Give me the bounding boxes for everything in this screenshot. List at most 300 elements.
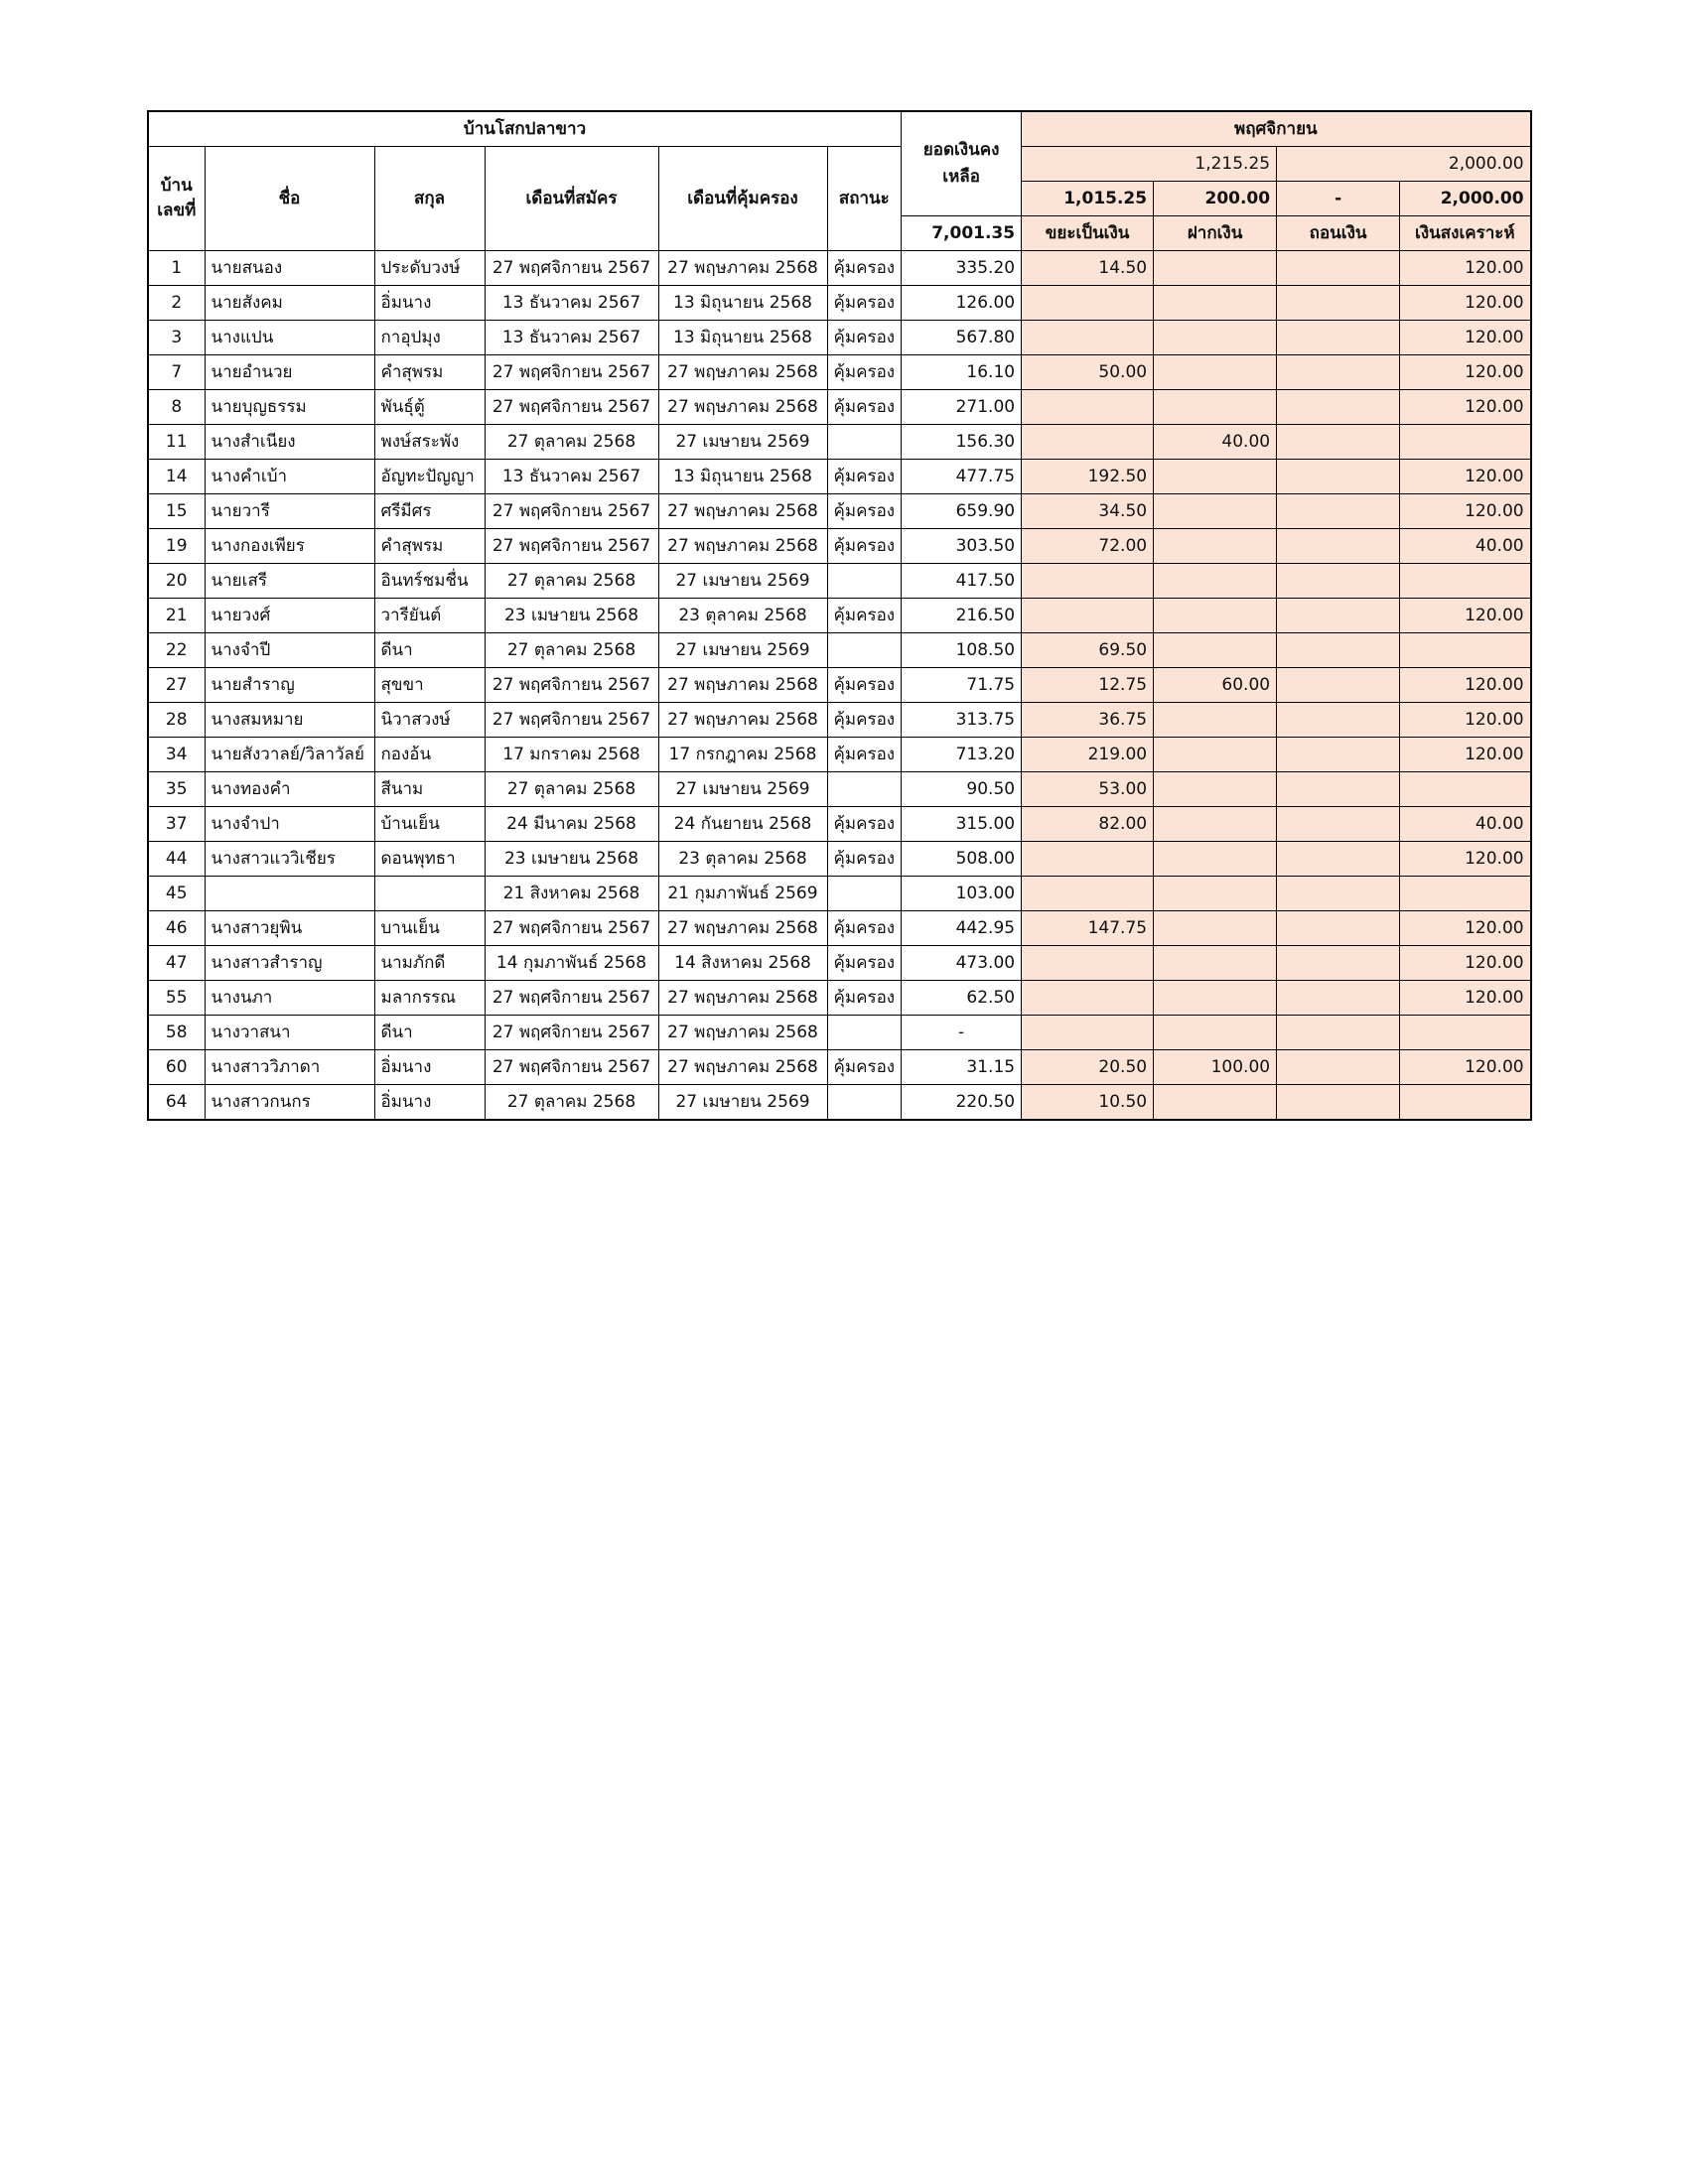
status-cell: คุ้มครอง (827, 946, 902, 981)
house-no-cell: 55 (148, 981, 205, 1016)
covered-cell: 27 พฤษภาคม 2568 (658, 355, 827, 390)
surname-cell: คำสุพรม (374, 529, 485, 564)
welfare-cell: 120.00 (1400, 981, 1531, 1016)
welfare-cell: 120.00 (1400, 251, 1531, 286)
waste-cell: 69.50 (1022, 633, 1154, 668)
covered-cell: 27 เมษายน 2569 (658, 425, 827, 460)
applied-cell: 27 พฤศจิกายน 2567 (485, 390, 658, 425)
house-no-cell: 20 (148, 564, 205, 599)
house-no-cell: 21 (148, 599, 205, 633)
applied-cell: 27 พฤศจิกายน 2567 (485, 1050, 658, 1085)
surname-cell (374, 877, 485, 911)
name-cell: นางสาวยุพิน (205, 911, 374, 946)
name-cell: นางสาวแววิเชียร (205, 842, 374, 877)
name-cell: นางสาววิภาดา (205, 1050, 374, 1085)
applied-cell: 27 พฤศจิกายน 2567 (485, 251, 658, 286)
surname-cell: กาอุปมุง (374, 321, 485, 355)
balance-cell: 271.00 (902, 390, 1022, 425)
name-cell: นางสาวกนกร (205, 1085, 374, 1121)
group-total-2: 2,000.00 (1277, 147, 1531, 182)
surname-cell: อิ่มนาง (374, 286, 485, 321)
status-cell: คุ้มครอง (827, 321, 902, 355)
withdraw-cell (1277, 877, 1400, 911)
name-cell: นายสำราญ (205, 668, 374, 703)
welfare-cell (1400, 772, 1531, 807)
deposit-cell (1154, 251, 1277, 286)
balance-cell: 442.95 (902, 911, 1022, 946)
status-cell (827, 425, 902, 460)
withdraw-cell (1277, 599, 1400, 633)
house-no-cell: 60 (148, 1050, 205, 1085)
withdraw-cell (1277, 911, 1400, 946)
name-cell: นางสมหมาย (205, 703, 374, 738)
status-cell: คุ้มครอง (827, 355, 902, 390)
status-cell (827, 633, 902, 668)
balance-cell: 216.50 (902, 599, 1022, 633)
balance-cell: 126.00 (902, 286, 1022, 321)
applied-cell: 23 เมษายน 2568 (485, 599, 658, 633)
house-no-cell: 27 (148, 668, 205, 703)
waste-cell: 53.00 (1022, 772, 1154, 807)
balance-total: 7,001.35 (902, 216, 1022, 251)
table-row (148, 251, 1531, 286)
name-cell: นางจำปา (205, 807, 374, 842)
deposit-cell (1154, 564, 1277, 599)
house-no-header: บ้านเลขที่ (148, 147, 205, 251)
surname-cell: อิ่มนาง (374, 1050, 485, 1085)
deposit-cell (1154, 355, 1277, 390)
applied-cell: 21 สิงหาคม 2568 (485, 877, 658, 911)
withdraw-cell (1277, 1085, 1400, 1121)
house-no-cell: 28 (148, 703, 205, 738)
name-cell: นางทองคำ (205, 772, 374, 807)
house-no-cell: 2 (148, 286, 205, 321)
withdraw-cell (1277, 981, 1400, 1016)
waste-total: 1,015.25 (1022, 182, 1154, 216)
table-row (148, 390, 1531, 425)
applied-cell: 13 ธันวาคม 2567 (485, 286, 658, 321)
house-no-cell: 14 (148, 460, 205, 494)
status-cell: คุ้มครอง (827, 529, 902, 564)
waste-cell (1022, 877, 1154, 911)
welfare-cell: 120.00 (1400, 738, 1531, 772)
table-row (148, 946, 1531, 981)
surname-cell: นามภักดี (374, 946, 485, 981)
name-cell: นายอำนวย (205, 355, 374, 390)
covered-cell: 27 พฤษภาคม 2568 (658, 251, 827, 286)
deposit-cell (1154, 772, 1277, 807)
withdraw-cell (1277, 772, 1400, 807)
covered-cell: 13 มิถุนายน 2568 (658, 286, 827, 321)
house-no-cell: 37 (148, 807, 205, 842)
name-cell (205, 877, 374, 911)
covered-cell: 27 เมษายน 2569 (658, 633, 827, 668)
status-cell: คุ้มครอง (827, 842, 902, 877)
covered-cell: 27 เมษายน 2569 (658, 1085, 827, 1121)
house-no-cell: 8 (148, 390, 205, 425)
surname-cell: สีนาม (374, 772, 485, 807)
deposit-cell (1154, 321, 1277, 355)
surname-header: สกุล (374, 147, 485, 251)
house-no-cell: 45 (148, 877, 205, 911)
withdraw-cell (1277, 633, 1400, 668)
balance-cell: - (902, 1016, 1022, 1050)
deposit-header: ฝากเงิน (1154, 216, 1277, 251)
withdraw-cell (1277, 668, 1400, 703)
welfare-header: เงินสงเคราะห์ (1400, 216, 1531, 251)
surname-cell: สุขขา (374, 668, 485, 703)
deposit-cell (1154, 390, 1277, 425)
balance-cell: 713.20 (902, 738, 1022, 772)
status-cell: คุ้มครอง (827, 807, 902, 842)
welfare-cell: 120.00 (1400, 321, 1531, 355)
deposit-cell (1154, 286, 1277, 321)
withdraw-cell (1277, 564, 1400, 599)
name-cell: นายสังคม (205, 286, 374, 321)
table-row (148, 1085, 1531, 1121)
deposit-cell (1154, 494, 1277, 529)
deposit-cell: 60.00 (1154, 668, 1277, 703)
deposit-cell (1154, 842, 1277, 877)
balance-cell: 315.00 (902, 807, 1022, 842)
house-no-cell: 1 (148, 251, 205, 286)
group-total-1: 1,215.25 (1022, 147, 1277, 182)
welfare-cell: 120.00 (1400, 286, 1531, 321)
house-no-cell: 15 (148, 494, 205, 529)
table-row (148, 355, 1531, 390)
status-cell: คุ้มครอง (827, 703, 902, 738)
covered-cell: 27 พฤษภาคม 2568 (658, 494, 827, 529)
name-cell: นางจำปี (205, 633, 374, 668)
withdraw-cell (1277, 390, 1400, 425)
status-header: สถานะ (827, 147, 902, 251)
deposit-cell (1154, 946, 1277, 981)
covered-cell: 23 ตุลาคม 2568 (658, 599, 827, 633)
withdraw-total: - (1277, 182, 1400, 216)
covered-cell: 27 พฤษภาคม 2568 (658, 1050, 827, 1085)
table-row (148, 981, 1531, 1016)
welfare-total: 2,000.00 (1400, 182, 1531, 216)
waste-cell: 36.75 (1022, 703, 1154, 738)
surname-cell: พงษ์สระพัง (374, 425, 485, 460)
welfare-cell: 40.00 (1400, 807, 1531, 842)
covered-cell: 27 พฤษภาคม 2568 (658, 1016, 827, 1050)
deposit-cell (1154, 529, 1277, 564)
status-cell: คุ้มครอง (827, 668, 902, 703)
covered-cell: 21 กุมภาพันธ์ 2569 (658, 877, 827, 911)
balance-cell: 567.80 (902, 321, 1022, 355)
covered-cell: 27 พฤษภาคม 2568 (658, 668, 827, 703)
table-row (148, 321, 1531, 355)
house-no-cell: 35 (148, 772, 205, 807)
waste-header: ขยะเป็นเงิน (1022, 216, 1154, 251)
applied-cell: 27 พฤศจิกายน 2567 (485, 911, 658, 946)
balance-cell: 103.00 (902, 877, 1022, 911)
covered-cell: 27 พฤษภาคม 2568 (658, 390, 827, 425)
header-row-2 (148, 147, 1531, 182)
withdraw-cell (1277, 286, 1400, 321)
sheet-title: บ้านโสกปลาขาว (148, 111, 902, 147)
surname-cell: วารียันต์ (374, 599, 485, 633)
waste-cell: 14.50 (1022, 251, 1154, 286)
withdraw-cell (1277, 355, 1400, 390)
applied-cell: 23 เมษายน 2568 (485, 842, 658, 877)
welfare-cell: 120.00 (1400, 842, 1531, 877)
waste-cell (1022, 946, 1154, 981)
status-cell: คุ้มครอง (827, 460, 902, 494)
applied-cell: 27 พฤศจิกายน 2567 (485, 529, 658, 564)
house-no-cell: 44 (148, 842, 205, 877)
status-cell: คุ้มครอง (827, 390, 902, 425)
table-row (148, 494, 1531, 529)
house-no-cell: 58 (148, 1016, 205, 1050)
covered-cell: 27 เมษายน 2569 (658, 564, 827, 599)
withdraw-cell (1277, 1016, 1400, 1050)
balance-cell: 156.30 (902, 425, 1022, 460)
waste-cell: 82.00 (1022, 807, 1154, 842)
house-no-cell: 19 (148, 529, 205, 564)
applied-cell: 27 ตุลาคม 2568 (485, 633, 658, 668)
deposit-cell: 100.00 (1154, 1050, 1277, 1085)
withdraw-cell (1277, 703, 1400, 738)
waste-cell (1022, 321, 1154, 355)
deposit-cell (1154, 703, 1277, 738)
covered-cell: 17 กรกฎาคม 2568 (658, 738, 827, 772)
surname-cell: บ้านเย็น (374, 807, 485, 842)
waste-cell (1022, 599, 1154, 633)
covered-cell: 13 มิถุนายน 2568 (658, 460, 827, 494)
surname-cell: ประดับวงษ์ (374, 251, 485, 286)
surname-cell: นิวาสวงษ์ (374, 703, 485, 738)
month-covered-header: เดือนที่คุ้มครอง (658, 147, 827, 251)
house-no-cell: 22 (148, 633, 205, 668)
table-row (148, 772, 1531, 807)
house-no-cell: 46 (148, 911, 205, 946)
deposit-cell (1154, 599, 1277, 633)
surname-cell: ดีนา (374, 633, 485, 668)
balance-cell: 313.75 (902, 703, 1022, 738)
house-no-cell: 7 (148, 355, 205, 390)
deposit-cell: 40.00 (1154, 425, 1277, 460)
name-cell: นางนภา (205, 981, 374, 1016)
waste-cell (1022, 1016, 1154, 1050)
deposit-cell (1154, 911, 1277, 946)
name-cell: นายเสรี (205, 564, 374, 599)
status-cell: คุ้มครอง (827, 494, 902, 529)
withdraw-cell (1277, 494, 1400, 529)
house-no-cell: 64 (148, 1085, 205, 1121)
deposit-cell (1154, 460, 1277, 494)
applied-cell: 27 พฤศจิกายน 2567 (485, 355, 658, 390)
surname-cell: คำสุพรม (374, 355, 485, 390)
balance-cell: 303.50 (902, 529, 1022, 564)
balance-cell: 71.75 (902, 668, 1022, 703)
balance-cell: 62.50 (902, 981, 1022, 1016)
table-row (148, 425, 1531, 460)
deposit-cell (1154, 877, 1277, 911)
welfare-cell: 120.00 (1400, 599, 1531, 633)
covered-cell: 23 ตุลาคม 2568 (658, 842, 827, 877)
name-cell: นายสังวาลย์/วิลาวัลย์ (205, 738, 374, 772)
welfare-cell: 120.00 (1400, 946, 1531, 981)
balance-cell: 220.50 (902, 1085, 1022, 1121)
withdraw-cell (1277, 738, 1400, 772)
status-cell: คุ้มครอง (827, 911, 902, 946)
name-cell: นายวงศ์ (205, 599, 374, 633)
month-title: พฤศจิกายน (1022, 111, 1531, 147)
status-cell: คุ้มครอง (827, 1050, 902, 1085)
applied-cell: 17 มกราคม 2568 (485, 738, 658, 772)
table-row (148, 286, 1531, 321)
table-row (148, 564, 1531, 599)
deposit-cell (1154, 738, 1277, 772)
applied-cell: 27 พฤศจิกายน 2567 (485, 668, 658, 703)
name-cell: นายวารี (205, 494, 374, 529)
name-header: ชื่อ (205, 147, 374, 251)
balance-cell: 659.90 (902, 494, 1022, 529)
table-row (148, 633, 1531, 668)
balance-cell: 335.20 (902, 251, 1022, 286)
applied-cell: 27 พฤศจิกายน 2567 (485, 1016, 658, 1050)
waste-cell: 192.50 (1022, 460, 1154, 494)
surname-cell: ศรีมีศร (374, 494, 485, 529)
waste-cell (1022, 564, 1154, 599)
header-row-1 (148, 111, 1531, 147)
table-row (148, 1016, 1531, 1050)
covered-cell: 13 มิถุนายน 2568 (658, 321, 827, 355)
welfare-cell: 40.00 (1400, 529, 1531, 564)
welfare-cell (1400, 425, 1531, 460)
withdraw-cell (1277, 807, 1400, 842)
welfare-cell (1400, 1016, 1531, 1050)
applied-cell: 27 พฤศจิกายน 2567 (485, 981, 658, 1016)
name-cell: นางแปน (205, 321, 374, 355)
applied-cell: 27 พฤศจิกายน 2567 (485, 494, 658, 529)
surname-cell: กองอ้น (374, 738, 485, 772)
balance-cell: 417.50 (902, 564, 1022, 599)
applied-cell: 24 มีนาคม 2568 (485, 807, 658, 842)
applied-cell: 27 ตุลาคม 2568 (485, 564, 658, 599)
welfare-cell: 120.00 (1400, 911, 1531, 946)
name-cell: นายบุญธรรม (205, 390, 374, 425)
welfare-cell: 120.00 (1400, 494, 1531, 529)
waste-cell: 219.00 (1022, 738, 1154, 772)
table-row (148, 668, 1531, 703)
status-cell (827, 877, 902, 911)
balance-cell: 108.50 (902, 633, 1022, 668)
balance-cell: 477.75 (902, 460, 1022, 494)
name-cell: นางสาวสำราญ (205, 946, 374, 981)
table-row (148, 842, 1531, 877)
covered-cell: 24 กันยายน 2568 (658, 807, 827, 842)
balance-cell: 90.50 (902, 772, 1022, 807)
surname-cell: พันธุ์ตู้ (374, 390, 485, 425)
welfare-cell: 120.00 (1400, 668, 1531, 703)
table-row (148, 703, 1531, 738)
balance-cell: 31.15 (902, 1050, 1022, 1085)
withdraw-cell (1277, 529, 1400, 564)
surname-cell: อัญทะปัญญา (374, 460, 485, 494)
table-row (148, 738, 1531, 772)
status-cell (827, 772, 902, 807)
welfare-cell: 120.00 (1400, 355, 1531, 390)
welfare-cell (1400, 564, 1531, 599)
welfare-cell: 120.00 (1400, 460, 1531, 494)
house-no-cell: 34 (148, 738, 205, 772)
applied-cell: 27 ตุลาคม 2568 (485, 1085, 658, 1121)
waste-cell: 147.75 (1022, 911, 1154, 946)
name-cell: นางคำเบ้า (205, 460, 374, 494)
welfare-cell (1400, 633, 1531, 668)
welfare-cell: 120.00 (1400, 1050, 1531, 1085)
house-no-cell: 3 (148, 321, 205, 355)
surname-cell: ดอนพุทธา (374, 842, 485, 877)
balance-cell: 508.00 (902, 842, 1022, 877)
withdraw-cell (1277, 1050, 1400, 1085)
waste-cell (1022, 425, 1154, 460)
waste-cell: 72.00 (1022, 529, 1154, 564)
welfare-cell (1400, 877, 1531, 911)
status-cell: คุ้มครอง (827, 981, 902, 1016)
waste-cell (1022, 286, 1154, 321)
withdraw-cell (1277, 842, 1400, 877)
table-row (148, 529, 1531, 564)
covered-cell: 27 พฤษภาคม 2568 (658, 703, 827, 738)
status-cell: คุ้มครอง (827, 738, 902, 772)
status-cell: คุ้มครอง (827, 251, 902, 286)
withdraw-cell (1277, 321, 1400, 355)
table-row (148, 460, 1531, 494)
waste-cell: 20.50 (1022, 1050, 1154, 1085)
deposit-cell (1154, 633, 1277, 668)
covered-cell: 27 พฤษภาคม 2568 (658, 529, 827, 564)
balance-cell: 473.00 (902, 946, 1022, 981)
applied-cell: 14 กุมภาพันธ์ 2568 (485, 946, 658, 981)
waste-cell: 34.50 (1022, 494, 1154, 529)
withdraw-cell (1277, 251, 1400, 286)
table-row (148, 877, 1531, 911)
deposit-cell (1154, 807, 1277, 842)
table-row (148, 599, 1531, 633)
applied-cell: 27 ตุลาคม 2568 (485, 425, 658, 460)
status-cell (827, 1085, 902, 1121)
table-row (148, 1050, 1531, 1085)
covered-cell: 27 พฤษภาคม 2568 (658, 981, 827, 1016)
applied-cell: 27 พฤศจิกายน 2567 (485, 703, 658, 738)
welfare-cell: 120.00 (1400, 390, 1531, 425)
applied-cell: 27 ตุลาคม 2568 (485, 772, 658, 807)
status-cell: คุ้มครอง (827, 286, 902, 321)
covered-cell: 27 เมษายน 2569 (658, 772, 827, 807)
covered-cell: 27 พฤษภาคม 2568 (658, 911, 827, 946)
deposit-cell (1154, 981, 1277, 1016)
applied-cell: 13 ธันวาคม 2567 (485, 321, 658, 355)
house-no-cell: 11 (148, 425, 205, 460)
surname-cell: มลากรรณ (374, 981, 485, 1016)
name-cell: นางวาสนา (205, 1016, 374, 1050)
welfare-cell (1400, 1085, 1531, 1121)
status-cell (827, 1016, 902, 1050)
withdraw-cell (1277, 460, 1400, 494)
covered-cell: 14 สิงหาคม 2568 (658, 946, 827, 981)
waste-cell (1022, 981, 1154, 1016)
name-cell: นางสำเนียง (205, 425, 374, 460)
applied-cell: 13 ธันวาคม 2567 (485, 460, 658, 494)
month-applied-header: เดือนที่สมัคร (485, 147, 658, 251)
withdraw-header: ถอนเงิน (1277, 216, 1400, 251)
status-cell: คุ้มครอง (827, 599, 902, 633)
welfare-cell: 120.00 (1400, 703, 1531, 738)
